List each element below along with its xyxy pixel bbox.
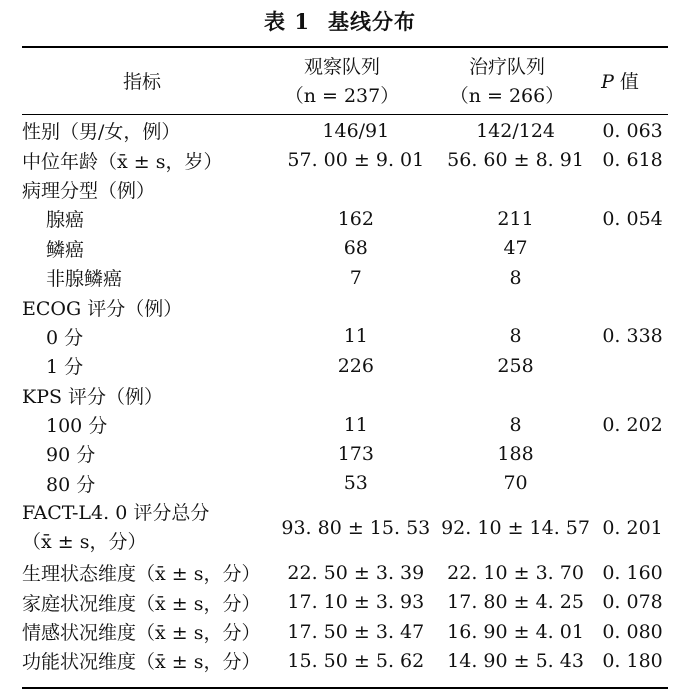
header-treatment <box>422 54 592 110</box>
treatment-value: 70 <box>503 472 528 495</box>
treatment-value: 92. 10 ± 14. 57 <box>441 517 590 540</box>
row-label: 病理分型（例） <box>22 179 156 202</box>
p-value: 0. 160 <box>602 561 663 584</box>
header-observation-n: （n = 237） <box>284 85 400 107</box>
table-row <box>22 175 668 204</box>
observation-value: 146/91 <box>322 119 390 142</box>
observation-value <box>278 381 434 410</box>
table-row <box>22 116 668 145</box>
header-p-value <box>570 54 670 110</box>
row-label: 性别（男/女，例） <box>22 121 181 144</box>
row-label: 90 分 <box>46 444 96 467</box>
row-label: 80 分 <box>46 473 96 496</box>
observation-value: 57. 00 ± 9. 01 <box>287 149 425 172</box>
header-treatment-name: 治疗队列 <box>468 56 545 78</box>
row-label-line2: （x̄ ± s，分） <box>22 531 147 554</box>
row-label: 生理状态维度（x̄ ± s，分） <box>22 563 261 586</box>
treatment-value: 258 <box>497 354 534 377</box>
row-label: 中位年龄（x̄ ± s，岁） <box>22 150 223 173</box>
table-row <box>22 646 668 675</box>
p-value: 0. 080 <box>602 620 663 643</box>
header-treatment-n: （n = 266） <box>449 85 565 107</box>
table-row <box>22 204 668 233</box>
table-row <box>22 351 668 380</box>
observation-value: 11 <box>343 325 368 348</box>
p-value: 0. 054 <box>602 207 663 230</box>
header-rule <box>22 114 668 115</box>
treatment-value: 47 <box>503 237 528 260</box>
observation-value: 93. 80 ± 15. 53 <box>281 517 431 540</box>
treatment-value: 188 <box>497 442 534 465</box>
p-value: 0. 201 <box>602 517 663 540</box>
observation-value: 22. 50 ± 3. 39 <box>287 561 425 584</box>
p-value: 0. 202 <box>602 413 663 436</box>
p-value: 0. 063 <box>602 119 663 142</box>
row-label: 1 分 <box>46 356 84 379</box>
observation-value: 173 <box>337 442 374 465</box>
header-p-letter: P <box>601 70 614 93</box>
baseline-table <box>22 116 668 676</box>
treatment-value <box>434 175 597 204</box>
observation-value <box>278 292 434 321</box>
observation-value: 15. 50 ± 5. 62 <box>287 649 425 672</box>
observation-value: 7 <box>349 266 362 289</box>
row-label: 家庭状况维度（x̄ ± s，分） <box>22 592 261 615</box>
table-row <box>22 617 668 646</box>
treatment-value: 22. 10 ± 3. 70 <box>447 561 584 584</box>
table-row <box>22 558 668 587</box>
table-row <box>22 292 668 321</box>
treatment-value: 8 <box>509 266 522 289</box>
p-value: 0. 078 <box>602 591 663 614</box>
observation-value: 68 <box>343 237 368 260</box>
table-title <box>0 6 680 36</box>
table-row <box>22 234 668 263</box>
row-label-line1: FACT-L4. 0 评分总分 <box>22 502 210 525</box>
table-number: 表 1 <box>264 9 310 34</box>
p-value <box>597 469 668 498</box>
header-p-suffix: 值 <box>619 70 639 93</box>
table-row <box>22 410 668 439</box>
row-label: 情感状况维度（x̄ ± s，分） <box>22 622 261 645</box>
p-value <box>597 439 668 468</box>
table-row <box>22 145 668 174</box>
observation-value: 53 <box>343 472 368 495</box>
row-label: 非腺鳞癌 <box>46 268 123 291</box>
observation-value: 162 <box>337 207 374 230</box>
p-value <box>597 234 668 263</box>
row-label <box>22 498 278 558</box>
p-value: 0. 618 <box>602 149 663 172</box>
bottom-rule <box>22 687 668 689</box>
header-observation-name: 观察队列 <box>303 56 380 78</box>
row-label: 100 分 <box>46 415 108 438</box>
table-row <box>22 263 668 292</box>
row-label: 腺癌 <box>46 209 85 232</box>
p-value <box>597 175 668 204</box>
p-value <box>597 351 668 380</box>
table-row <box>22 322 668 351</box>
treatment-value <box>434 292 597 321</box>
table-row <box>22 587 668 616</box>
treatment-value: 8 <box>509 413 522 436</box>
table-row <box>22 469 668 498</box>
p-value <box>597 263 668 292</box>
treatment-value: 16. 90 ± 4. 01 <box>447 620 584 643</box>
table-row <box>22 381 668 410</box>
table-row <box>22 439 668 468</box>
row-label: 0 分 <box>46 326 84 349</box>
p-value <box>597 292 668 321</box>
observation-value: 17. 50 ± 3. 47 <box>287 620 425 643</box>
top-rule <box>22 46 668 48</box>
observation-value: 11 <box>343 413 368 436</box>
row-label: 功能状况维度（x̄ ± s，分） <box>22 651 261 674</box>
observation-value: 17. 10 ± 3. 93 <box>287 591 425 614</box>
treatment-value: 14. 90 ± 5. 43 <box>447 649 584 672</box>
treatment-value <box>434 381 597 410</box>
header-indicator-label: 指标 <box>122 70 161 93</box>
p-value: 0. 338 <box>602 325 663 348</box>
row-label: ECOG 评分（例） <box>22 297 183 320</box>
treatment-value: 8 <box>509 325 522 348</box>
header-indicator <box>22 54 262 110</box>
treatment-value: 56. 60 ± 8. 91 <box>447 149 584 172</box>
table-caption: 基线分布 <box>327 9 416 34</box>
p-value <box>597 381 668 410</box>
p-value: 0. 180 <box>602 649 663 672</box>
table-row <box>22 498 668 558</box>
treatment-value: 142/124 <box>476 119 555 142</box>
observation-value <box>278 175 434 204</box>
treatment-value: 211 <box>497 207 534 230</box>
header-observation <box>262 54 422 110</box>
row-label: KPS 评分（例） <box>22 385 164 408</box>
row-label: 鳞癌 <box>46 238 85 261</box>
treatment-value: 17. 80 ± 4. 25 <box>447 591 584 614</box>
observation-value: 226 <box>337 354 374 377</box>
